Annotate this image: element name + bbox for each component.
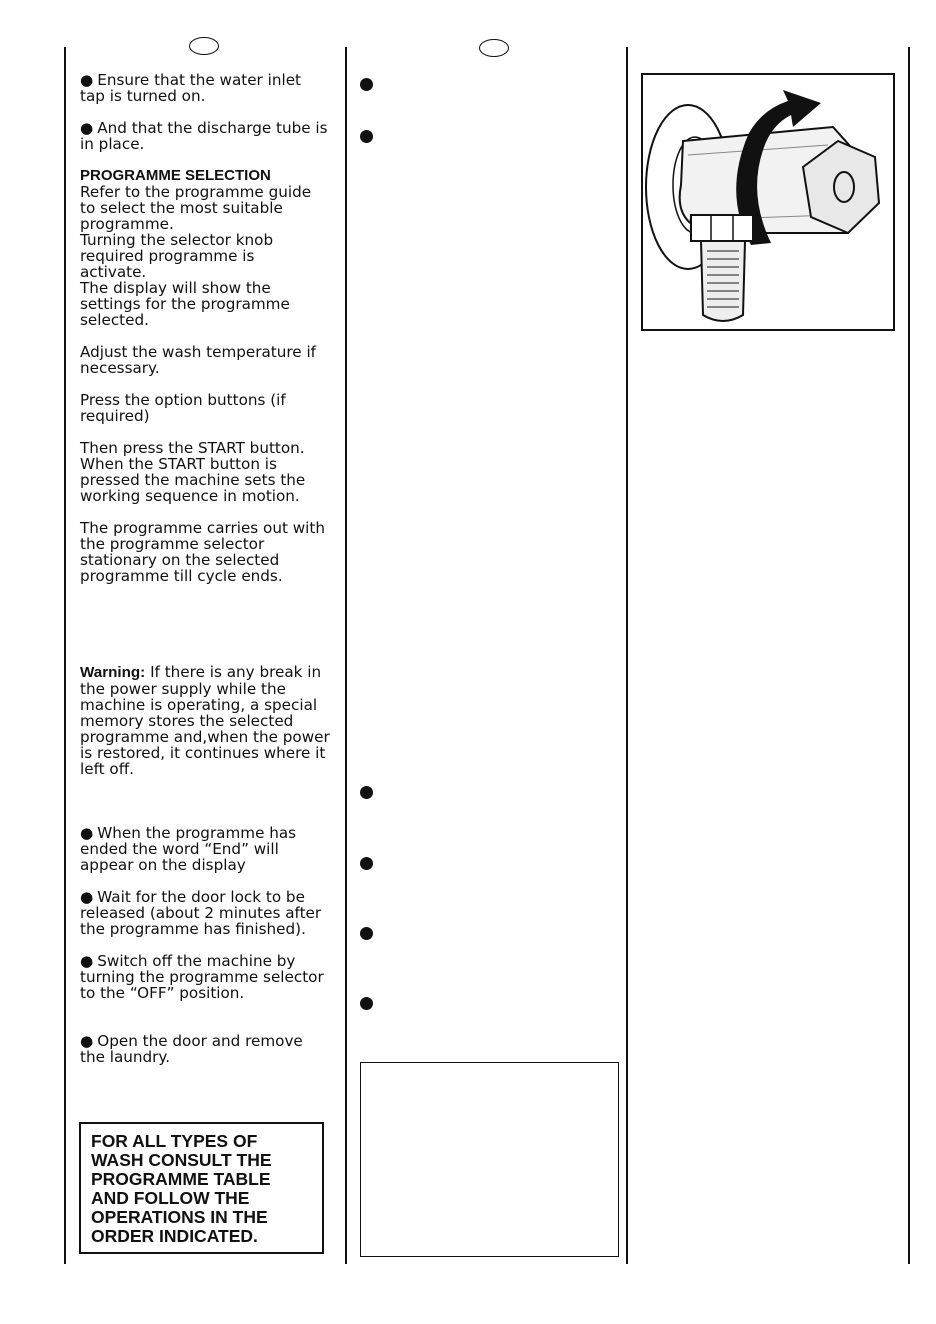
column-divider-right xyxy=(908,47,910,1264)
water-tap-figure xyxy=(641,73,895,331)
bullet-dot-icon xyxy=(360,130,373,143)
end-display-instruction: ● When the programme has ended the word “End” will appear on the display xyxy=(80,825,330,873)
language-oval-icon xyxy=(189,37,219,55)
bullet-dot-icon xyxy=(360,786,373,799)
empty-note-box xyxy=(360,1062,619,1257)
discharge-tube-instruction: ● And that the discharge tube is in place. xyxy=(80,120,330,152)
bullet-dot-icon xyxy=(360,857,373,870)
option-buttons-instruction: Press the option buttons (if required) xyxy=(80,391,286,425)
water-tap-instruction: ● Ensure that the water inlet tap is turned on. xyxy=(80,72,330,104)
temperature-instruction: Adjust the wash temperature if necessary. xyxy=(80,343,317,377)
power-warning xyxy=(80,664,330,777)
instructions-column xyxy=(80,72,330,1065)
start-button-instruction: Then press the START button. When the START button is pressed the machine sets the working sequence in motion. xyxy=(80,439,306,505)
warning-text: If there is any break in the power supply while the machine is operating, a special memory stores the selected programme and,when the power is restored, it continues where it left off. xyxy=(80,663,330,778)
bullet-dot-icon xyxy=(360,997,373,1010)
programme-selection-heading: PROGRAMME SELECTION xyxy=(80,167,271,184)
programme-selection-text: Refer to the programme guide to select the most suitable programme. Turning the selector knob required programme is activate. The display will show the settings for the programme selected. xyxy=(80,183,312,329)
switch-off-instruction: ● Switch off the machine by turning the programme selector to the “OFF” position. xyxy=(80,953,330,1001)
warning-label: Warning: xyxy=(80,664,146,681)
language-oval-icon xyxy=(479,39,509,57)
column-divider-middle-left xyxy=(345,47,347,1264)
door-lock-instruction: ● Wait for the door lock to be released (about 2 minutes after the programme has finished). xyxy=(80,889,330,937)
bullet-dot-icon xyxy=(360,78,373,91)
remove-laundry-instruction: ● Open the door and remove the laundry. xyxy=(80,1033,330,1065)
column-divider-middle-right xyxy=(626,47,628,1264)
cycle-instruction: The programme carries out with the programme selector stationary on the selected programme till cycle ends. xyxy=(80,519,325,585)
column-divider-left xyxy=(64,47,66,1264)
water-tap-turn-arrow-icon xyxy=(643,75,893,329)
programme-table-note: FOR ALL TYPES OF WASH CONSULT THE PROGRAMME TABLE AND FOLLOW THE OPERATIONS IN THE ORDER INDICATED. xyxy=(79,1122,324,1254)
bullet-dot-icon xyxy=(360,927,373,940)
